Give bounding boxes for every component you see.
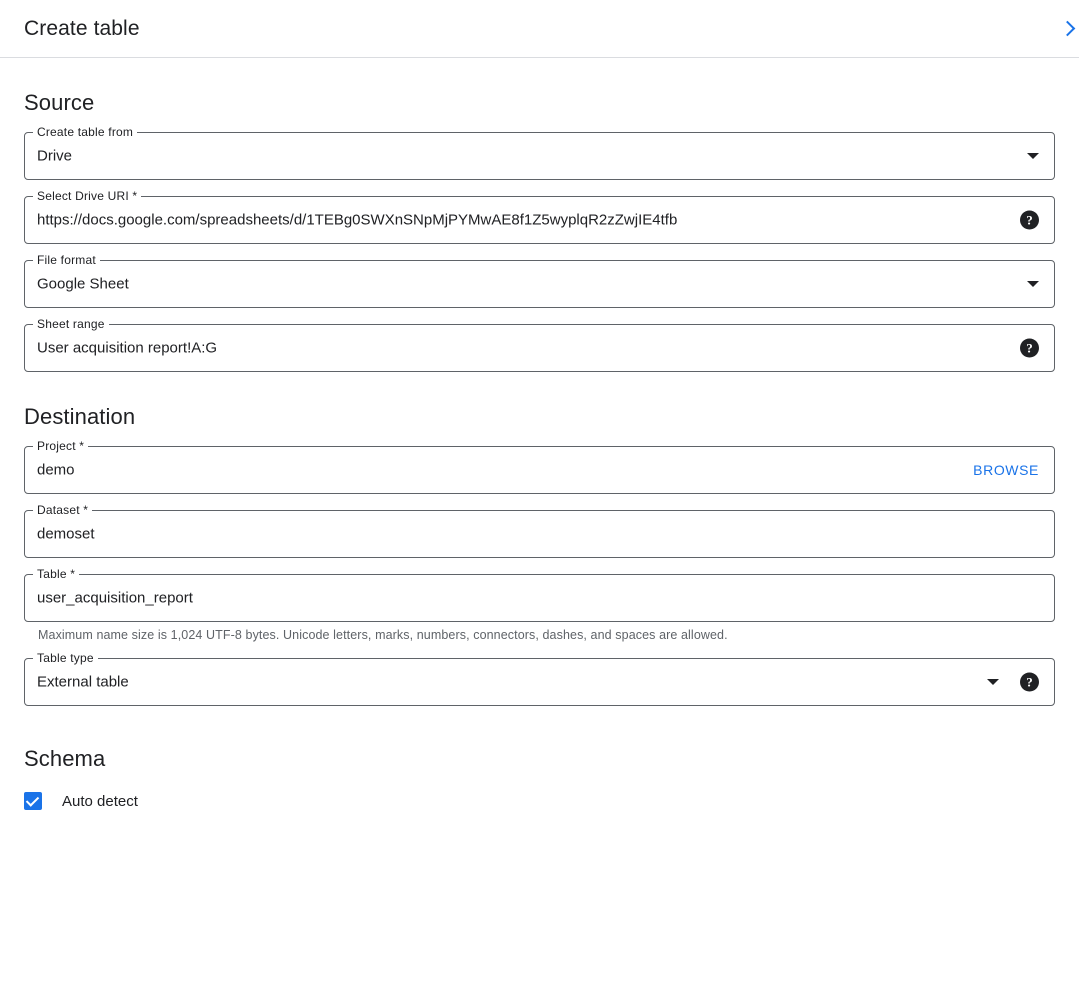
source-section-title: Source — [24, 90, 95, 115]
create-table-from-label: Create table from — [33, 124, 137, 140]
panel-header — [0, 0, 1079, 58]
dataset-label: Dataset * — [33, 502, 92, 518]
file-format-value: Google Sheet — [37, 275, 129, 293]
schema-section-title: Schema — [24, 746, 106, 771]
project-label: Project * — [33, 438, 88, 454]
dataset-value: demoset — [37, 525, 95, 543]
chevron-right-glyph — [1059, 21, 1075, 37]
sheet-range-value: User acquisition report!A:G — [37, 339, 218, 357]
project-value: demo — [37, 461, 75, 479]
sheet-range-input[interactable] — [24, 317, 1055, 372]
dataset-input[interactable] — [24, 503, 1055, 558]
table-type-select[interactable] — [24, 651, 1055, 706]
file-format-select[interactable] — [24, 253, 1055, 308]
field-outline — [24, 260, 1055, 308]
field-outline — [24, 446, 1055, 494]
table-name-input[interactable] — [24, 567, 1055, 622]
chevron-right-icon[interactable] — [1053, 15, 1079, 43]
help-icon[interactable]: ? — [1020, 673, 1039, 692]
sheet-range-label: Sheet range — [33, 316, 109, 332]
table-type-label: Table type — [33, 650, 98, 666]
page-title: Create table — [24, 16, 140, 40]
field-outline — [24, 510, 1055, 558]
chevron-down-icon[interactable] — [1027, 281, 1039, 287]
auto-detect-checkbox[interactable] — [24, 792, 42, 810]
help-icon[interactable]: ? — [1020, 211, 1039, 230]
project-input[interactable] — [24, 439, 1055, 494]
chevron-down-icon[interactable] — [987, 679, 999, 685]
table-type-value: External table — [37, 673, 129, 691]
field-outline — [24, 132, 1055, 180]
panel-body — [0, 90, 1079, 810]
drive-uri-label: Select Drive URI * — [33, 188, 141, 204]
auto-detect-label: Auto detect — [62, 792, 138, 810]
destination-section-title: Destination — [24, 404, 136, 429]
drive-uri-value: https://docs.google.com/spreadsheets/d/1TEBg0SWXnSNpMjPYMwAE8f1Z5wyplqR2zZwjIE4tfb — [37, 211, 678, 229]
table-name-value: user_acquisition_report — [37, 589, 193, 607]
create-table-from-select[interactable] — [24, 125, 1055, 180]
drive-uri-input[interactable] — [24, 189, 1055, 244]
file-format-label: File format — [33, 252, 100, 268]
help-icon[interactable]: ? — [1020, 339, 1039, 358]
auto-detect-row[interactable] — [24, 792, 1055, 810]
field-outline — [24, 658, 1055, 706]
create-table-from-value: Drive — [37, 147, 73, 165]
browse-button[interactable]: BROWSE — [973, 462, 1039, 478]
chevron-down-icon[interactable] — [1027, 153, 1039, 159]
table-name-helper-text: Maximum name size is 1,024 UTF-8 bytes. Unicode letters, marks, numbers, connectors, dashes, and spaces are allowed. — [38, 628, 728, 642]
table-name-label: Table * — [33, 566, 79, 582]
